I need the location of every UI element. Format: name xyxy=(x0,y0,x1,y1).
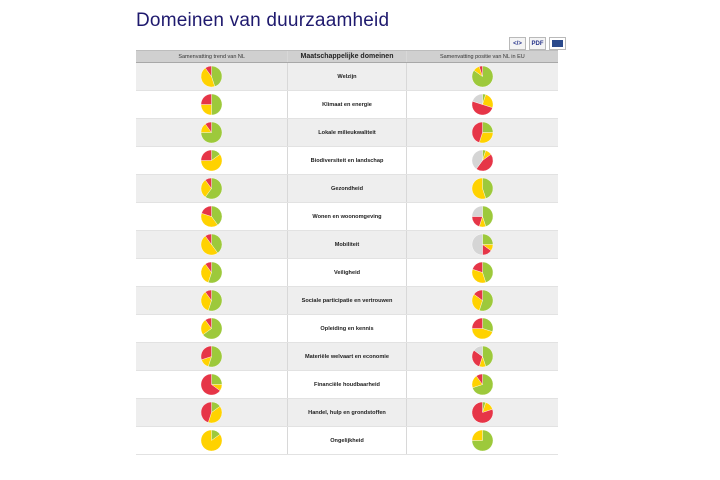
domain-cell xyxy=(287,203,406,230)
trend-cell xyxy=(136,427,287,454)
position-cell xyxy=(407,315,558,342)
domain-cell xyxy=(287,427,406,454)
domain-label[interactable]: Sociale participatie en vertrouwen xyxy=(301,297,393,304)
pie-slice-red xyxy=(201,150,212,161)
domain-label[interactable]: Biodiversiteit en landschap xyxy=(310,157,384,164)
domain-cell xyxy=(287,147,406,174)
pie-slice-red xyxy=(201,94,212,105)
position-pie-chart[interactable] xyxy=(471,121,494,144)
domain-label[interactable]: Lokale milieukwaliteit xyxy=(318,129,376,136)
position-cell xyxy=(407,231,558,258)
domain-cell xyxy=(287,231,406,258)
domain-cell xyxy=(287,259,406,286)
pie-slice-grey xyxy=(472,206,483,217)
trend-pie-chart[interactable] xyxy=(200,289,223,312)
position-cell xyxy=(407,343,558,370)
table-row xyxy=(136,399,558,427)
table-row xyxy=(136,343,558,371)
domain-cell xyxy=(287,315,406,342)
domain-label[interactable]: Veiligheid xyxy=(333,269,361,276)
header-domain: Maatschappelijke domeinen xyxy=(287,51,406,62)
position-pie-chart[interactable] xyxy=(471,401,494,424)
domain-label[interactable]: Klimaat en energie xyxy=(322,101,372,108)
header-trend: Samenvatting trend van NL xyxy=(178,53,245,60)
pie-slice-grey xyxy=(472,234,483,255)
pie-slice-green xyxy=(212,94,223,115)
trend-cell xyxy=(136,343,287,370)
trend-pie-chart[interactable] xyxy=(200,345,223,368)
domain-cell xyxy=(287,91,406,118)
trend-cell xyxy=(136,63,287,90)
domain-label[interactable]: Materiële welvaart en economie xyxy=(305,353,389,360)
pie-slice-green xyxy=(482,122,493,133)
trend-cell xyxy=(136,91,287,118)
table-row xyxy=(136,287,558,315)
trend-cell xyxy=(136,287,287,314)
trend-pie-chart[interactable] xyxy=(200,317,223,340)
table-header xyxy=(136,51,558,63)
position-cell xyxy=(407,119,558,146)
position-cell xyxy=(407,147,558,174)
position-cell xyxy=(407,427,558,454)
table-body xyxy=(136,63,558,455)
trend-pie-chart[interactable] xyxy=(200,401,223,424)
pie-slice-yellow xyxy=(201,105,212,116)
table-row xyxy=(136,203,558,231)
trend-cell xyxy=(136,175,287,202)
trend-pie-chart[interactable] xyxy=(200,261,223,284)
trend-pie-chart[interactable] xyxy=(200,177,223,200)
position-cell xyxy=(407,203,558,230)
table-row xyxy=(136,119,558,147)
position-pie-chart[interactable] xyxy=(471,205,494,228)
position-cell xyxy=(407,63,558,90)
trend-cell xyxy=(136,203,287,230)
position-pie-chart[interactable] xyxy=(471,93,494,116)
domain-cell xyxy=(287,343,406,370)
table-row xyxy=(136,147,558,175)
position-pie-chart[interactable] xyxy=(471,65,494,88)
trend-cell xyxy=(136,147,287,174)
position-cell xyxy=(407,91,558,118)
position-cell xyxy=(407,287,558,314)
domain-label[interactable]: Handel, hulp en grondstoffen xyxy=(308,409,386,416)
domain-cell xyxy=(287,287,406,314)
domain-cell xyxy=(287,175,406,202)
table-row xyxy=(136,371,558,399)
table-row xyxy=(136,63,558,91)
pie-slice-red xyxy=(472,318,483,329)
table-row xyxy=(136,231,558,259)
position-cell xyxy=(407,399,558,426)
position-pie-chart[interactable] xyxy=(471,289,494,312)
pie-slice-yellow xyxy=(472,430,483,441)
trend-cell xyxy=(136,315,287,342)
position-pie-chart[interactable] xyxy=(471,317,494,340)
domain-label[interactable]: Gezondheid xyxy=(330,185,363,192)
trend-cell xyxy=(136,259,287,286)
domain-label[interactable]: Opleiding en kennis xyxy=(320,325,374,332)
position-cell xyxy=(407,259,558,286)
image-download-button[interactable] xyxy=(549,37,566,50)
trend-pie-chart[interactable] xyxy=(200,429,223,452)
domain-cell xyxy=(287,371,406,398)
trend-pie-chart[interactable] xyxy=(200,205,223,228)
domain-label[interactable]: Ongelijkheid xyxy=(330,437,364,444)
domain-cell xyxy=(287,119,406,146)
trend-cell xyxy=(136,119,287,146)
position-cell xyxy=(407,371,558,398)
trend-pie-chart[interactable] xyxy=(200,149,223,172)
image-icon xyxy=(552,40,563,47)
domain-label[interactable]: Wonen en woonomgeving xyxy=(312,213,382,220)
trend-pie-chart[interactable] xyxy=(200,233,223,256)
table-row xyxy=(136,259,558,287)
pie-slice-green xyxy=(482,234,493,245)
trend-cell xyxy=(136,399,287,426)
domain-label[interactable]: Mobiliteit xyxy=(334,241,360,248)
position-pie-chart[interactable] xyxy=(471,261,494,284)
trend-cell xyxy=(136,231,287,258)
position-pie-chart[interactable] xyxy=(471,233,494,256)
position-pie-chart[interactable] xyxy=(471,373,494,396)
table-row xyxy=(136,315,558,343)
pie-slice-green xyxy=(212,374,223,385)
position-pie-chart[interactable] xyxy=(471,345,494,368)
table-row xyxy=(136,91,558,119)
domain-cell xyxy=(287,63,406,90)
trend-cell xyxy=(136,371,287,398)
trend-pie-chart[interactable] xyxy=(200,121,223,144)
page-title: Domeinen van duurzaamheid xyxy=(136,10,390,31)
domain-cell xyxy=(287,399,406,426)
table-row xyxy=(136,175,558,203)
header-position: Samenvatting positie van NL in EU xyxy=(439,53,525,60)
embed-code-button[interactable]: </> xyxy=(509,37,526,50)
trend-pie-chart[interactable] xyxy=(200,373,223,396)
domain-label[interactable]: Financiële houdbaarheid xyxy=(314,381,380,388)
domain-label[interactable]: Welzijn xyxy=(337,73,357,80)
table-row xyxy=(136,427,558,455)
toolbar xyxy=(509,37,566,50)
position-pie-chart[interactable] xyxy=(471,429,494,452)
domains-table xyxy=(136,50,558,455)
position-pie-chart[interactable] xyxy=(471,177,494,200)
trend-pie-chart[interactable] xyxy=(200,93,223,116)
position-cell xyxy=(407,175,558,202)
trend-pie-chart[interactable] xyxy=(200,65,223,88)
pdf-download-button[interactable]: PDF xyxy=(529,37,546,50)
position-pie-chart[interactable] xyxy=(471,149,494,172)
